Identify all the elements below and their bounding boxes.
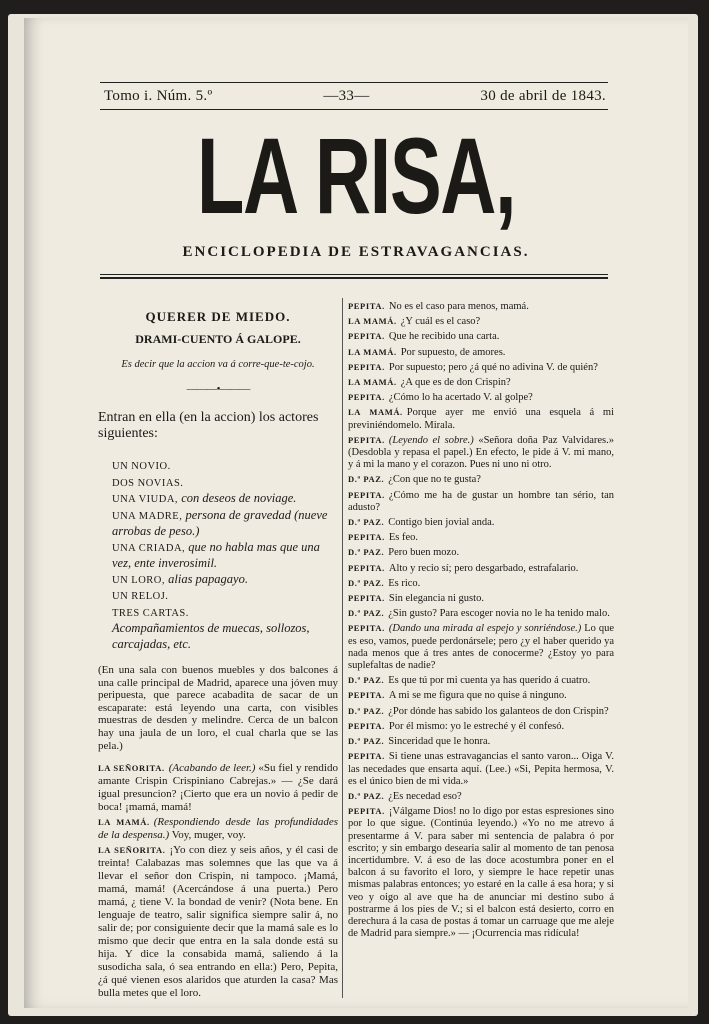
speaker-name: D.ª PAZ. [348, 608, 385, 619]
header-top-rule [100, 82, 608, 83]
speech-text: ¿Sin gusto? Para escoger novia no le ha tenido malo. [388, 608, 610, 620]
masthead-title: LA RISA, [196, 115, 516, 236]
cast-item [98, 458, 338, 475]
speech-text: Voy, muger, voy. [171, 829, 246, 842]
ornament-divider: ———•——— [186, 383, 250, 395]
dialogue-line [348, 300, 614, 313]
cast-intro: Entran en ella (en la accion) los actores siguientes: [98, 410, 319, 441]
speech-text: No es el caso para menos, mamá. [388, 301, 529, 312]
speech-text: ¡Válgame Dios! no lo digo por estas espresiones sino por lo que sigue. (Continúa leyendo.) «Yo no me atrevo á presentarme á V. para saber mi sentencia de palabra ó por escrito; y sin embargo desearia salir al momento de tan penosa incertidumbre. V. á eso de las doce acostumbra poner en el balcon á su favorito el loro, y siempre le hace repetir unas mismas palabras entonces; yo estaré en la calle á esa hora; y si veo y oigo al ave que ha de anunciar mi destino subo á postrarme á los pies de V.; si el balcon está desierto, corro en derechura á la casa de postas á tomar un carruage que me aleje de Madrid para siempre.» — ¡Ocurrencia mas ridícula! [348, 806, 614, 940]
dialogue-line [348, 434, 614, 472]
cast-name: UNA MADRE, [112, 510, 183, 522]
speech-text: Contigo bien jovial anda. [388, 517, 495, 529]
cast-desc: alias papagayo. [168, 571, 248, 586]
speech-text: Es que tú por mi cuenta ya has querido á cuatro. [388, 675, 591, 687]
dialogue-line [348, 516, 614, 529]
speech-text: ¿Con que no te gusta? [388, 474, 481, 486]
dialogue-line [348, 607, 614, 620]
dialogue-line [348, 705, 614, 718]
dialogue-line [98, 816, 338, 842]
dialogue-line [348, 531, 614, 544]
speaker-name: D.ª PAZ. [348, 705, 385, 716]
speech-text: Por supuesto, de amores. [400, 346, 506, 358]
dialogue-line [348, 592, 614, 605]
left-column [98, 300, 338, 1002]
cast-item [98, 540, 338, 572]
speaker-name: D.ª PAZ. [348, 517, 385, 528]
speaker-name: PEPITA. [348, 361, 385, 372]
dialogue-line [348, 376, 614, 389]
dialogue-line [348, 750, 614, 788]
dialogue-line [348, 391, 614, 404]
dialogue-line [348, 346, 614, 359]
dialogue-line [348, 361, 614, 374]
dialogue-line [348, 720, 614, 733]
speech-text: Sinceridad que le honra. [388, 736, 491, 748]
stage-note: (Dando una mirada al espejo y sonriéndose.) [388, 623, 582, 635]
speaker-name: D.ª PAZ. [348, 675, 385, 686]
speech-text: ¿Cómo lo ha acertado V. al golpe? [388, 392, 533, 404]
speaker-name: PEPITA. [348, 392, 385, 403]
header-bottom-rule [100, 109, 608, 110]
speech-text: Sin elegancia ni gusto. [388, 593, 484, 605]
cast-item [98, 621, 338, 652]
dialogue-line [348, 562, 614, 575]
speaker-name: D.ª PAZ. [348, 474, 385, 485]
speaker-name: LA MAMÁ. [348, 407, 403, 418]
dialogue-line [348, 330, 614, 343]
dialogue-line [348, 790, 614, 803]
page-number: —33— [323, 87, 370, 104]
cast-desc: persona de gravedad (nueve arrobas de peso.) [112, 507, 328, 538]
speaker-name: LA MAMÁ. [348, 316, 397, 327]
dialogue-line [348, 406, 614, 431]
speaker-name: PEPITA. [348, 593, 385, 604]
speech-text: Lo que es eso, vamos, puede perdonársele; pero ¿y el haber querido ya nada menos que á tres antes de conocerme? ¿Estoy yo para suplefaltas de nadie? [348, 623, 614, 672]
speech-text: A mi se me figura que no quise á ninguno. [388, 690, 567, 702]
speech-text: «Su fiel y rendido amante Crispin Crispiniano Cabrejas.» — ¿Se dará igual presuncion? ¡Cierto que era un novio á pedir de boca! ¡mamá, mamá! [98, 762, 338, 814]
cast-item [98, 605, 338, 622]
speaker-name: LA MAMÁ. [348, 346, 397, 357]
speaker-name: PEPITA. [348, 532, 385, 543]
speech-text: Por supuesto; pero ¿á qué no adivina V. de quién? [388, 361, 598, 373]
speech-text: Es feo. [388, 532, 419, 544]
speech-text: ¿A que es de don Crispin? [400, 377, 511, 389]
section-title: QUERER DE MIEDO. [145, 309, 291, 324]
cast-name: TRES CARTAS. [112, 607, 189, 619]
tagline: Es decir que la accion va á corre-que-te-cojo. [121, 359, 315, 370]
speaker-name: D.ª PAZ. [348, 577, 385, 588]
issue-date: 30 de abril de 1843. [480, 87, 606, 104]
speaker-name: D.ª PAZ. [348, 547, 385, 558]
dialogue-line [348, 622, 614, 672]
cast-item [98, 491, 338, 508]
header-row [104, 86, 606, 106]
speech-text: «Señora doña Paz Valvidares.» (Desdobla y repasa el papel.) En efecto, le pide á V. mi mano, y á mi la mano y el corazon. Pues ni uno ni otro. [348, 434, 614, 471]
right-column [348, 300, 614, 1002]
cast-name: UN RELOJ. [112, 591, 169, 602]
speaker-name: PEPITA. [348, 562, 385, 573]
stage-note: (Acabando de leer.) [168, 762, 256, 775]
stage-direction: (En una sala con buenos muebles y dos balcones á una calle principal de Madrid, aparece una jóven muy peripuesta, que parece acabadita de sacar de un escaparate: está leyendo una carta, con visibles muestras de desden y melindre. Cerca de un balcon hay una jaula de un loro, el cual charla que se las pela.) [98, 664, 338, 752]
speech-text: Porque ayer me envió una esquela á mi previniéndomelo. Mirala. [348, 407, 614, 431]
cast-item [98, 572, 338, 589]
speech-text: ¿Es necedad eso? [388, 790, 462, 802]
cast-name: UN LORO, [112, 574, 165, 586]
cast-desc: que no habla mas que una vez, ente inverosimil. [112, 539, 320, 570]
cast-name: UNA CRIADA, [112, 542, 186, 554]
speaker-name: LA SEÑORITA. [98, 845, 166, 856]
newspaper-page [24, 18, 688, 1008]
cast-name: DOS NOVIAS. [112, 477, 184, 489]
speaker-name: PEPITA. [348, 720, 385, 731]
cast-name: UNA VIUDA, [112, 494, 179, 505]
genre-line: DRAMI-CUENTO Á GALOPE. [135, 332, 301, 346]
dialogue-line [348, 473, 614, 486]
cast-item [98, 588, 338, 605]
dialogue-line [348, 805, 614, 940]
speaker-name: LA SEÑORITA. [98, 763, 165, 774]
left-dialogue [98, 762, 338, 1000]
stage-note: (Leyendo el sobre.) [388, 434, 474, 446]
dialogue-line [348, 315, 614, 328]
speaker-name: LA MAMÁ. [98, 817, 150, 828]
speech-text: ¡Yo con diez y seis años, y él casi de treinta! Calabazas mas solemnes que las que va á llevar el señor don Crispin, ni tampoco. ¡Mamá, mamá, mamá! (Acercándose á una puerta.) Pero mamá, ¿ tiene V. la bondad de venir? (Nota bene. En lenguaje de teatro, salir significa siempre salir á, no salir de; por consiguiente decir que la mamá sale es lo mismo que decir que entra en la sala donde está su hija. Y dice la consabida mamá, saliendo á la susodicha sala, ó sea entrando en ella:) Pero, Pepita, ¿á qué vienen esos alaridos que aturden la casa? Mas bulla metes que el loro. [98, 844, 338, 1000]
speech-text: Alto y recio sí; pero desgarbado, estrafalario. [388, 562, 579, 574]
right-dialogue [348, 300, 614, 940]
speech-text: Pero buen mozo. [388, 547, 460, 559]
cast-item [98, 475, 338, 492]
speaker-name: PEPITA. [348, 301, 385, 311]
dialogue-line [348, 577, 614, 590]
speech-text: Si tiene unas estravagancias el santo varon... Oiga V. las necedades que ensarta aquí. (Lee.) «Si, Pepita hermosa, V. es el único bien de mi vida.» [348, 751, 614, 787]
cast-name: UN NOVIO. [112, 461, 171, 472]
speaker-name: PEPITA. [348, 690, 385, 701]
speech-text: Por él mismo: yo le estreché y él confesó. [388, 720, 565, 732]
speech-text: ¿Por dónde has sabido los galanteos de don Crispin? [388, 705, 609, 717]
speech-text: ¿Y cuál es el caso? [400, 316, 481, 328]
speaker-name: LA MAMÁ. [348, 377, 397, 388]
cast-desc: Acompañamientos de muecas, sollozos, carcajadas, etc. [112, 621, 310, 651]
cast-item [98, 508, 338, 540]
volume-number: Tomo i. Núm. 5.º [104, 87, 213, 104]
cast-list [98, 458, 338, 652]
dialogue-line [348, 674, 614, 687]
cast-desc: con deseos de noviage. [181, 491, 297, 505]
dialogue-line [348, 689, 614, 702]
dialogue-line [348, 546, 614, 559]
masthead-rule-1 [100, 274, 608, 275]
speaker-name: PEPITA. [348, 806, 385, 817]
speech-text: Que he recibido una carta. [388, 331, 500, 343]
column-divider [342, 298, 343, 998]
speaker-name: D.ª PAZ. [348, 736, 385, 747]
speaker-name: PEPITA. [348, 331, 385, 342]
masthead-rule-2 [100, 277, 608, 279]
speaker-name: D.ª PAZ. [348, 790, 385, 801]
dialogue-line [98, 844, 338, 1000]
speaker-name: PEPITA. [348, 751, 385, 762]
speaker-name: PEPITA. [348, 623, 385, 634]
speaker-name: PEPITA. [348, 434, 385, 445]
dialogue-line [348, 735, 614, 748]
speaker-name: PEPITA. [348, 489, 385, 500]
masthead-subtitle: ENCICLOPEDIA DE ESTRAVAGANCIAS. [182, 244, 530, 260]
dialogue-line [98, 762, 338, 814]
speech-text: Es rico. [388, 577, 421, 589]
speech-text: ¿Cómo me ha de gustar un hombre tan sério, tan adusto? [348, 489, 614, 513]
stage-note: (Respondiendo desde las profundidades de la despensa.) [98, 816, 338, 842]
dialogue-line [348, 489, 614, 514]
